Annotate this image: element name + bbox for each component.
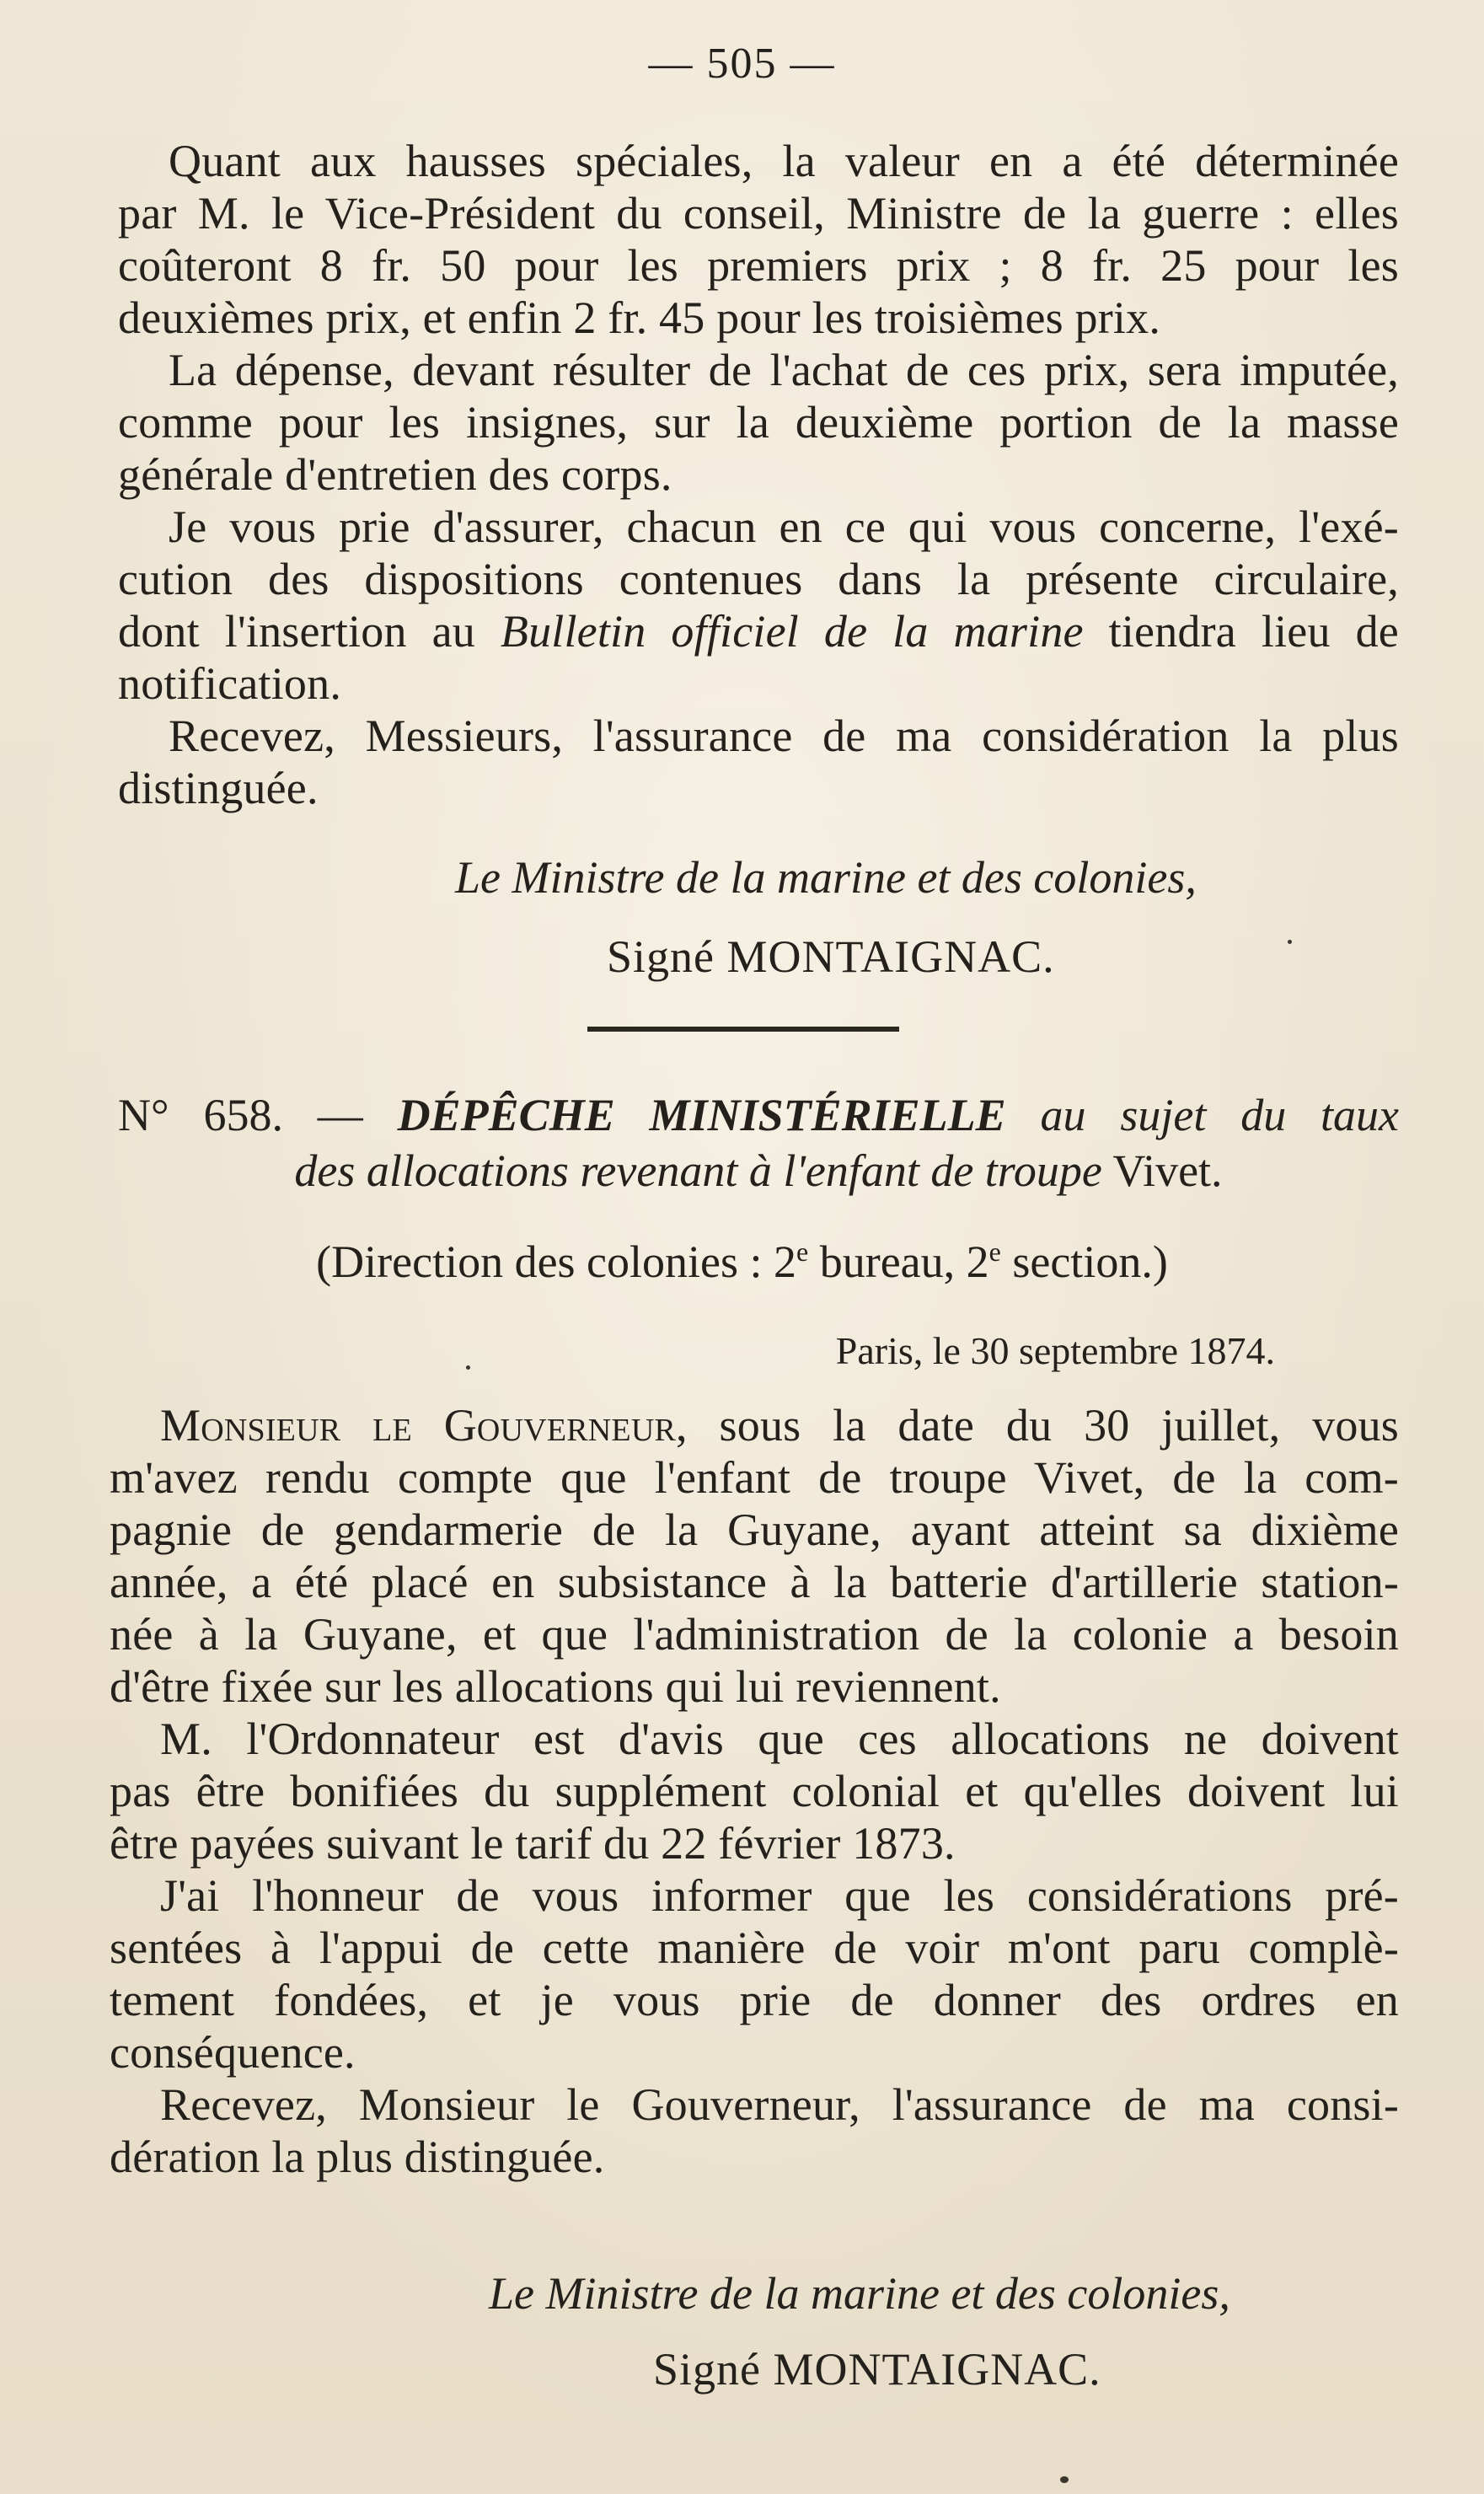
signature-title: Le Ministre de la marine et des colonies, [489, 2268, 1230, 2319]
paragraph-line: par M. le Vice-Président du conseil, Ministre de la guerre : elles [118, 188, 1399, 239]
dispatch-subject-name: Vivet. [1112, 1145, 1223, 1196]
paragraph-line: sentées à l'appui de cette manière de voir m'ont paru complè- [110, 1923, 1399, 1973]
paragraph-line: comme pour les insignes, sur la deuxième portion de la masse [118, 397, 1399, 448]
signature-block [653, 2343, 1101, 2395]
paragraph-line: notification. [118, 658, 342, 709]
paragraph-line: cution des dispositions contenues dans la présente circulaire, [118, 554, 1399, 604]
line-text: dont l'insertion au [118, 606, 501, 657]
direction-text: (Direction des colonies : 2 [316, 1236, 797, 1287]
direction-text: bureau, 2 [808, 1236, 989, 1287]
signature-name: Signé MONTAIGNAC. [607, 931, 1055, 982]
paragraph-line: M. l'Ordonnateur est d'avis que ces allocations ne doivent [160, 1714, 1399, 1764]
paragraph-line: générale d'entretien des corps. [118, 449, 672, 500]
signature-block [607, 931, 1055, 983]
page-number: — 505 — [648, 40, 836, 88]
paragraph-line: conséquence. [110, 2027, 356, 2078]
paragraph-line: deuxièmes prix, et enfin 2 fr. 45 pour les troisièmes prix. [118, 292, 1161, 343]
signature-block [489, 2267, 1230, 2320]
paragraph-line: être payées suivant le tarif du 22 février 1873. [110, 1818, 956, 1869]
dispatch-title: DÉPÊCHE MINISTÉRIELLE [397, 1090, 1006, 1140]
direction-text: section.) [1000, 1236, 1168, 1287]
ink-speck [1060, 2476, 1069, 2483]
direction-line [0, 1236, 1484, 1288]
dispatch-body [110, 1399, 1399, 2183]
signature-block [455, 851, 1197, 904]
letter-body [118, 135, 1399, 814]
dispatch-subject: au sujet du taux [1040, 1090, 1400, 1140]
paragraph-line: pas être bonifiées du supplément colonial et qu'elles doivent lui [110, 1766, 1399, 1816]
paragraph-line: coûteront 8 fr. 50 pour les premiers prix ; 8 fr. 25 pour les [118, 240, 1399, 291]
publication-title: Bulletin officiel de la marine [500, 606, 1084, 657]
dateline: Paris, le 30 septembre 1874. [835, 1329, 1275, 1372]
paragraph-line: née à la Guyane, et que l'administration de la colonie a besoin [110, 1609, 1399, 1660]
paragraph-line: Recevez, Messieurs, l'assurance de ma considération la plus [169, 711, 1399, 761]
paragraph-line: année, a été placé en subsistance à la batterie d'artillerie station- [110, 1557, 1399, 1607]
section-divider [587, 1027, 899, 1032]
ink-speck [1288, 940, 1292, 944]
heading-line [118, 1087, 1399, 1143]
superscript: e [796, 1236, 809, 1267]
paragraph-line-with-publication [118, 605, 1399, 657]
paragraph-line: Quant aux hausses spéciales, la valeur en a été déterminée [169, 136, 1399, 186]
paragraph-line: Je vous prie d'assurer, chacun en ce qui vous concerne, l'exé- [169, 501, 1399, 552]
paragraph-line: m'avez rendu compte que l'enfant de troupe Vivet, de la com- [110, 1452, 1399, 1503]
salutation: Monsieur le Gouverneur, [160, 1400, 688, 1451]
paragraph-line: d'être fixée sur les allocations qui lui reviennent. [110, 1661, 1001, 1712]
signature-name: Signé MONTAIGNAC. [653, 2344, 1101, 2395]
heading-line [118, 1143, 1399, 1199]
dispatch-subject: des allocations revenant à l'enfant de troupe [294, 1145, 1102, 1196]
dispatch-number: N° 658. — [118, 1090, 363, 1140]
paragraph-line: dération la plus distinguée. [110, 2132, 605, 2182]
paragraph-line: J'ai l'honneur de vous informer que les considérations pré- [160, 1870, 1399, 1921]
line-text: sous la date du 30 juillet, vous [687, 1400, 1399, 1451]
paragraph-line: tement fondées, et je vous prie de donner des ordres en [110, 1975, 1399, 2025]
paragraph-line: distinguée. [118, 763, 319, 813]
paragraph-line: pagnie de gendarmerie de la Guyane, ayant atteint sa dixième [110, 1504, 1399, 1555]
paragraph-line: Recevez, Monsieur le Gouverneur, l'assurance de ma consi- [160, 2079, 1399, 2130]
signature-title: Le Ministre de la marine et des colonies, [455, 852, 1197, 903]
paragraph-line [110, 1399, 1399, 1451]
superscript: e [988, 1236, 1001, 1267]
line-text: tiendra lieu de [1083, 606, 1399, 657]
dispatch-heading [118, 1087, 1399, 1199]
ink-speck [466, 1365, 470, 1370]
paragraph-line: La dépense, devant résulter de l'achat de ces prix, sera imputée, [169, 345, 1399, 395]
